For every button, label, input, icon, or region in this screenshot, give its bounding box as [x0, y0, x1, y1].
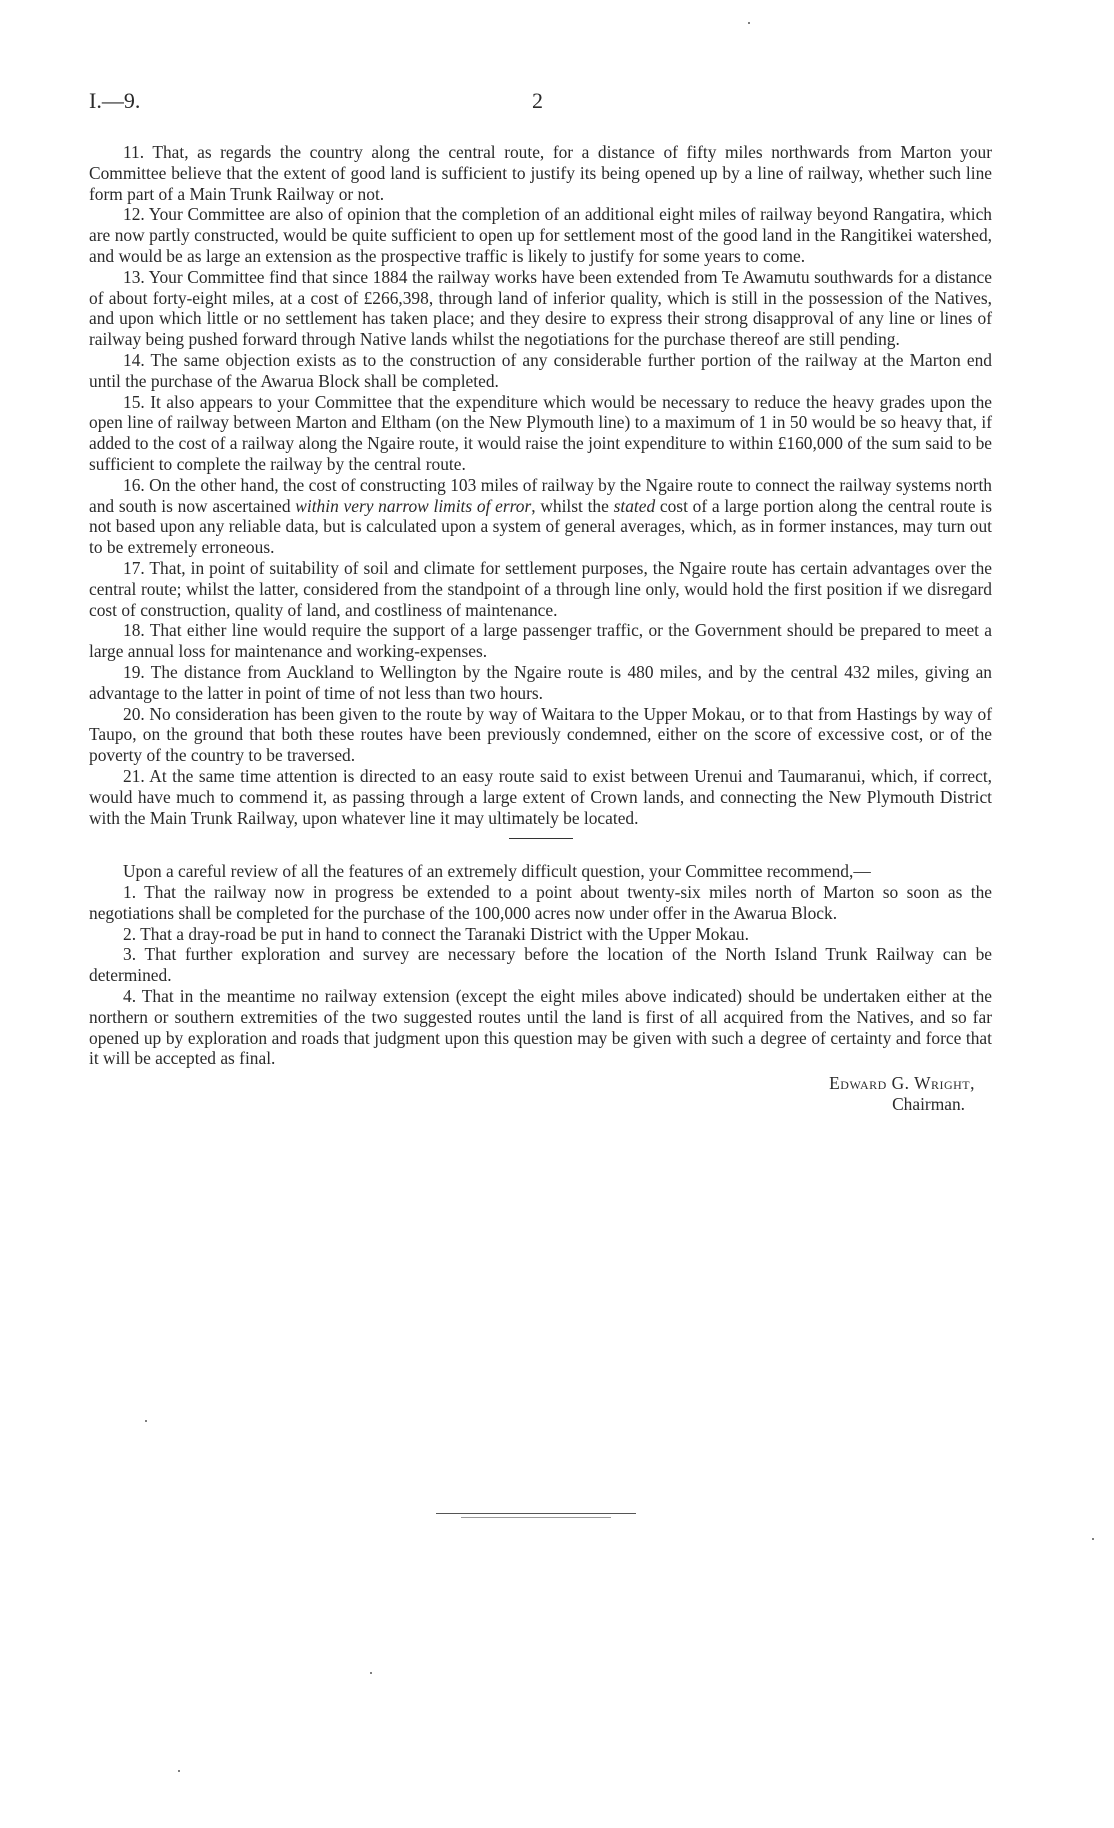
paragraph-15: 15. It also appears to your Committee that the expenditure which would be necessary to reduce the heavy grades upon the open line of railway between Marton and Eltham (on the New Plymouth line) to a maximum of 1 in 50 would be so heavy that, if added to the cost of a railway along the Ngaire route, it would raise the joint expenditure to within £160,000 of the sum said to be sufficient to complete the railway by the central route. — [89, 391, 992, 474]
paragraph-19: 19. The distance from Auckland to Wellington by the Ngaire route is 480 miles, and by the central 432 miles, giving an advantage to the latter in point of time of not less than two hours. — [89, 661, 992, 703]
paragraph-17: 17. That, in point of suitability of soil and climate for settlement purposes, the Ngaire route has certain advantages over the central route; whilst the latter, considered from the standpoint of a through line only, would hold the first position if we disregard cost of construction, quality of land, and costliness of maintenance. — [89, 557, 992, 620]
paragraph-16 — [89, 475, 992, 558]
end-rule-line — [436, 1513, 636, 1514]
recommendation-2: 2. That a dray-road be put in hand to connect the Taranaki District with the Upper Mokau. — [123, 923, 749, 944]
report-body — [89, 142, 992, 1115]
paragraph-20: 20. No consideration has been given to the route by way of Waitara to the Upper Mokau, or to that from Hastings by way of Taupo, on the ground that both these routes have been previously condemned, either on the score of excessive cost, or of the poverty of the country to be traversed. — [89, 703, 992, 766]
print-speck — [370, 1672, 372, 1674]
end-rule-line — [461, 1517, 611, 1518]
signatory-name: Edward G. Wright, — [829, 1073, 975, 1094]
signatory-title: Chairman. — [892, 1094, 965, 1115]
page-header — [89, 88, 989, 118]
print-speck — [178, 1770, 180, 1772]
recommendation-1: 1. That the railway now in progress be extended to a point about twenty-six miles north of Marton so soon as the negotiations shall be completed for the purchase of the 100,000 acres now under offer in the Awarua Block. — [89, 882, 992, 923]
paragraph-18: 18. That either line would require the support of a large passenger traffic, or the Government should be prepared to meet a large annual loss for maintenance and working-expenses. — [89, 620, 992, 662]
paragraph-13: 13. Your Committee find that since 1884 the railway works have been extended from Te Awamutu southwards for a distance of about forty-eight miles, at a cost of £266,398, through land of inferior quality, which is still in the possession of the Natives, and upon which little or no settlement has taken place; and they desire to express their strong disapproval of any line or lines of railway being pushed forward through Native lands whilst the negotiations for the purchase thereof are still pending. — [89, 266, 992, 350]
document-reference: I.—9. — [89, 88, 141, 113]
recommendation-intro: Upon a careful review of all the features of an extremely difficult question, your Committee recommend,— — [123, 861, 871, 882]
paragraph-16-emphasis-error: within very narrow limits of error — [295, 495, 532, 516]
paragraph-16-text-b: , whilst the — [531, 495, 614, 516]
recommendation-3: 3. That further exploration and survey are necessary before the location of the North Island Trunk Railway can be determined. — [89, 944, 992, 986]
page-number: 2 — [532, 88, 543, 113]
paragraph-12: 12. Your Committee are also of opinion that the completion of an additional eight miles of railway beyond Rangatira, which are now partly constructed, would be quite sufficient to open up for settlement most of the good land in the Rangitikei watershed, and would be as large an extension as the prospective traffic is likely to justify for some years to come. — [89, 204, 992, 266]
signature-block — [89, 1073, 975, 1115]
paragraph-16-emphasis-stated: stated — [613, 495, 656, 516]
paragraph-14: 14. The same objection exists as to the construction of any considerable further portion of the railway at the Marton end until the purchase of the Awarua Block shall be completed. — [89, 349, 992, 391]
paragraph-16-text-a: 16. On the other hand, the cost of constructing 103 miles of railway by the Ngaire route to connect the railway systems north and south is now ascertained — [89, 474, 992, 516]
paragraph-16-text-c: cost of a large portion along the central route is not based upon any reliable data, but is calculated upon a system of general averages, which, as in former instances, may turn out to be extremely erroneous. — [89, 495, 992, 558]
end-of-page-rule — [436, 1513, 636, 1521]
section-divider — [509, 838, 573, 839]
print-speck — [748, 22, 750, 24]
recommendation-4: 4. That in the meantime no railway extension (except the eight miles above indicated) should be undertaken either at the northern or southern extremities of the two suggested routes until the land is first of all acquired from the Natives, and so far opened up by exploration and roads that judgment upon this question may be given with such a degree of certainty and force that it will be accepted as final. — [89, 986, 992, 1069]
print-speck — [1092, 1538, 1094, 1540]
paragraph-11: 11. That, as regards the country along the central route, for a distance of fifty miles northwards from Marton your Committee believe that the extent of good land is sufficient to justify its being opened up by a line of railway, whether such line form part of a Main Trunk Railway or not. — [89, 142, 992, 204]
print-speck — [145, 1420, 147, 1422]
paragraph-21: 21. At the same time attention is directed to an easy route said to exist between Urenui and Taumaranui, which, if correct, would have much to commend it, as passing through a large extent of Crown lands, and connecting the New Plymouth District with the Main Trunk Railway, upon whatever line it may ultimately be located. — [89, 765, 992, 828]
